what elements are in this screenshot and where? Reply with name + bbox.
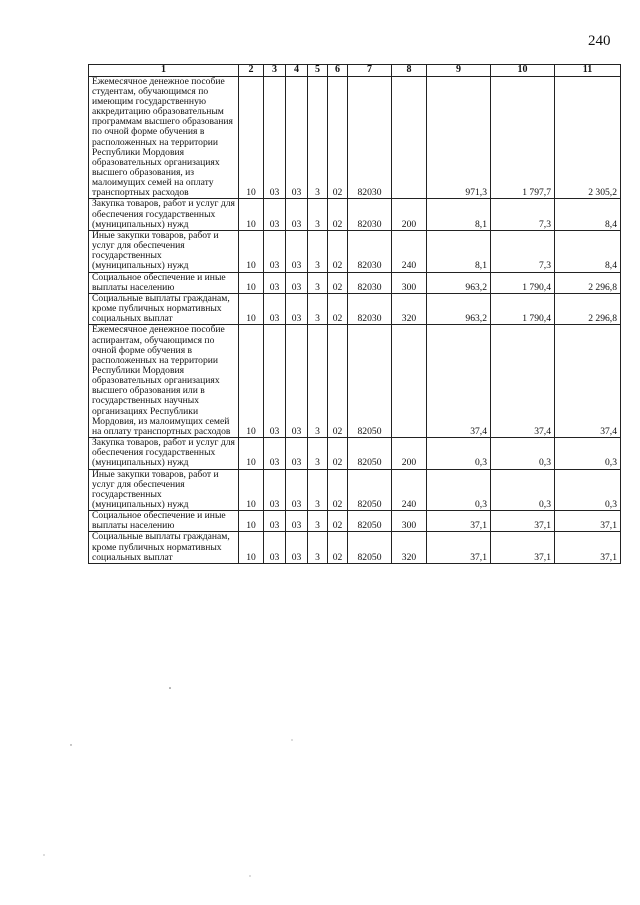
cell-col-5: 3 (308, 199, 328, 230)
cell-col-11: 2 296,8 (555, 272, 621, 293)
cell-col-9: 37,1 (427, 532, 491, 563)
cell-col-4: 03 (286, 230, 308, 272)
row-description: Социальное обеспечение и иные выплаты населению (89, 272, 239, 293)
cell-col-7: 82050 (348, 438, 392, 469)
cell-col-9: 963,2 (427, 272, 491, 293)
cell-col-3: 03 (264, 293, 286, 324)
cell-col-9: 971,3 (427, 76, 491, 199)
cell-col-7: 82050 (348, 532, 392, 563)
cell-col-3: 03 (264, 511, 286, 532)
cell-col-9: 0,3 (427, 469, 491, 511)
cell-col-4: 03 (286, 272, 308, 293)
cell-col-3: 03 (264, 199, 286, 230)
row-description: Ежемесячное денежное пособие студентам, обучающимся по имеющим государственную аккредитацию образовательным программам высшего образования по очной форме обучения в расположенных на территории Республики Мордовия образовательных организациях высшего образования, из малоимущих семей на оплату транспортных расходов (89, 76, 239, 199)
cell-col-6: 02 (328, 469, 348, 511)
cell-col-11: 37,4 (555, 325, 621, 438)
column-header: 8 (392, 65, 427, 77)
cell-col-2: 10 (239, 325, 264, 438)
cell-col-3: 03 (264, 76, 286, 199)
cell-col-5: 3 (308, 272, 328, 293)
cell-col-5: 3 (308, 293, 328, 324)
cell-col-4: 03 (286, 469, 308, 511)
cell-col-8: 240 (392, 469, 427, 511)
cell-col-9: 8,1 (427, 230, 491, 272)
cell-col-4: 03 (286, 76, 308, 199)
column-header: 4 (286, 65, 308, 77)
cell-col-8: 240 (392, 230, 427, 272)
cell-col-11: 37,1 (555, 511, 621, 532)
cell-col-6: 02 (328, 438, 348, 469)
cell-col-6: 02 (328, 532, 348, 563)
cell-col-10: 0,3 (491, 469, 555, 511)
cell-col-7: 82050 (348, 325, 392, 438)
cell-col-10: 37,1 (491, 532, 555, 563)
column-header: 7 (348, 65, 392, 77)
row-description: Социальные выплаты гражданам, кроме публичных нормативных социальных выплат (89, 532, 239, 563)
cell-col-2: 10 (239, 511, 264, 532)
cell-col-11: 8,4 (555, 199, 621, 230)
cell-col-4: 03 (286, 532, 308, 563)
cell-col-6: 02 (328, 76, 348, 199)
cell-col-5: 3 (308, 511, 328, 532)
cell-col-7: 82030 (348, 76, 392, 199)
cell-col-5: 3 (308, 325, 328, 438)
cell-col-5: 3 (308, 438, 328, 469)
cell-col-7: 82030 (348, 293, 392, 324)
cell-col-7: 82030 (348, 199, 392, 230)
cell-col-4: 03 (286, 325, 308, 438)
cell-col-6: 02 (328, 325, 348, 438)
cell-col-5: 3 (308, 76, 328, 199)
cell-col-2: 10 (239, 469, 264, 511)
page-number: 240 (588, 33, 611, 49)
cell-col-11: 0,3 (555, 469, 621, 511)
cell-col-7: 82050 (348, 469, 392, 511)
cell-col-6: 02 (328, 230, 348, 272)
column-header: 6 (328, 65, 348, 77)
column-header: 9 (427, 65, 491, 77)
cell-col-9: 37,1 (427, 511, 491, 532)
column-header: 2 (239, 65, 264, 77)
cell-col-2: 10 (239, 532, 264, 563)
row-description: Закупка товаров, работ и услуг для обеспечения государственных (муниципальных) нужд (89, 438, 239, 469)
row-description: Иные закупки товаров, работ и услуг для обеспечения государственных (муниципальных) нужд (89, 230, 239, 272)
cell-col-3: 03 (264, 325, 286, 438)
cell-col-10: 37,4 (491, 325, 555, 438)
cell-col-3: 03 (264, 469, 286, 511)
cell-col-4: 03 (286, 199, 308, 230)
cell-col-6: 02 (328, 272, 348, 293)
column-header: 10 (491, 65, 555, 77)
cell-col-11: 2 305,2 (555, 76, 621, 199)
cell-col-10: 1 790,4 (491, 272, 555, 293)
cell-col-8: 300 (392, 511, 427, 532)
cell-col-2: 10 (239, 230, 264, 272)
cell-col-3: 03 (264, 532, 286, 563)
cell-col-8: 300 (392, 272, 427, 293)
column-header: 3 (264, 65, 286, 77)
cell-col-3: 03 (264, 230, 286, 272)
cell-col-10: 37,1 (491, 511, 555, 532)
cell-col-11: 37,1 (555, 532, 621, 563)
cell-col-3: 03 (264, 438, 286, 469)
cell-col-2: 10 (239, 438, 264, 469)
cell-col-9: 0,3 (427, 438, 491, 469)
row-description: Ежемесячное денежное пособие аспирантам, обучающимся по очной форме обучения в расположенных на территории Республики Мордовия образовательных организациях высшего образования или в государственных научных организациях Республики Мордовия, из малоимущих семей на оплату транспортных расходов (89, 325, 239, 438)
cell-col-8: 320 (392, 532, 427, 563)
cell-col-5: 3 (308, 532, 328, 563)
cell-col-7: 82050 (348, 511, 392, 532)
row-description: Закупка товаров, работ и услуг для обеспечения государственных (муниципальных) нужд (89, 199, 239, 230)
cell-col-7: 82030 (348, 272, 392, 293)
cell-col-5: 3 (308, 230, 328, 272)
column-header: 5 (308, 65, 328, 77)
cell-col-8: 200 (392, 199, 427, 230)
cell-col-9: 8,1 (427, 199, 491, 230)
column-header: 1 (89, 65, 239, 77)
cell-col-10: 7,3 (491, 199, 555, 230)
cell-col-11: 8,4 (555, 230, 621, 272)
cell-col-6: 02 (328, 511, 348, 532)
cell-col-7: 82030 (348, 230, 392, 272)
row-description: Социальное обеспечение и иные выплаты населению (89, 511, 239, 532)
cell-col-6: 02 (328, 199, 348, 230)
cell-col-3: 03 (264, 272, 286, 293)
cell-col-2: 10 (239, 199, 264, 230)
row-description: Иные закупки товаров, работ и услуг для обеспечения государственных (муниципальных) нужд (89, 469, 239, 511)
cell-col-11: 2 296,8 (555, 293, 621, 324)
cell-col-5: 3 (308, 469, 328, 511)
cell-col-10: 1 790,4 (491, 293, 555, 324)
cell-col-4: 03 (286, 293, 308, 324)
cell-col-10: 0,3 (491, 438, 555, 469)
cell-col-4: 03 (286, 438, 308, 469)
cell-col-9: 963,2 (427, 293, 491, 324)
cell-col-11: 0,3 (555, 438, 621, 469)
cell-col-2: 10 (239, 272, 264, 293)
cell-col-9: 37,4 (427, 325, 491, 438)
cell-col-10: 7,3 (491, 230, 555, 272)
column-header: 11 (555, 65, 621, 77)
cell-col-6: 02 (328, 293, 348, 324)
cell-col-10: 1 797,7 (491, 76, 555, 199)
cell-col-2: 10 (239, 293, 264, 324)
cell-col-8: 320 (392, 293, 427, 324)
cell-col-8: 200 (392, 438, 427, 469)
cell-col-4: 03 (286, 511, 308, 532)
row-description: Социальные выплаты гражданам, кроме публичных нормативных социальных выплат (89, 293, 239, 324)
cell-col-2: 10 (239, 76, 264, 199)
